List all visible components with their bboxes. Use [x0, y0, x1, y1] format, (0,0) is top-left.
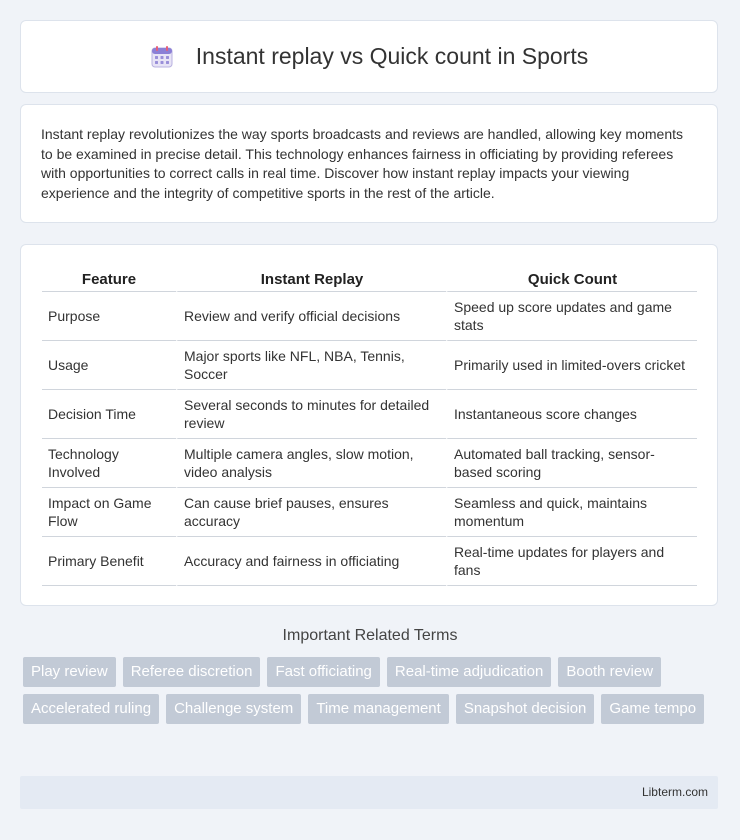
table-row	[42, 537, 697, 586]
table-cell: Review and verify official decisions	[176, 292, 446, 341]
table-cell: Can cause brief pauses, ensures accuracy	[176, 488, 446, 537]
calendar-icon	[150, 45, 174, 69]
footer	[20, 776, 718, 809]
header-quick-count: Quick Count	[446, 267, 697, 292]
table-cell: Impact on Game Flow	[42, 488, 176, 537]
table-row	[42, 390, 697, 439]
table-row	[42, 439, 697, 488]
tag-time-management[interactable]: Time management	[308, 694, 449, 724]
table-cell: Accuracy and fairness in officiating	[176, 537, 446, 586]
intro-card	[20, 104, 718, 223]
comparison-table	[42, 267, 697, 586]
table-cell: Multiple camera angles, slow motion, video analysis	[176, 439, 446, 488]
table-row	[42, 488, 697, 537]
table-cell: Technology Involved	[42, 439, 176, 488]
header-feature: Feature	[42, 267, 176, 292]
tag-challenge-system[interactable]: Challenge system	[166, 694, 301, 724]
tag-referee-discretion[interactable]: Referee discretion	[123, 657, 261, 687]
table-cell: Primary Benefit	[42, 537, 176, 586]
page-title: Instant replay vs Quick count in Sports	[195, 43, 589, 69]
table-header-row	[42, 267, 697, 292]
table-row	[42, 292, 697, 341]
tag-accelerated-ruling[interactable]: Accelerated ruling	[23, 694, 159, 724]
table-cell: Seamless and quick, maintains momentum	[446, 488, 697, 537]
header-instant-replay: Instant Replay	[176, 267, 446, 292]
table-cell: Automated ball tracking, sensor-based scoring	[446, 439, 697, 488]
table-cell: Primarily used in limited-overs cricket	[446, 341, 697, 390]
related-terms-list	[23, 657, 723, 724]
tag-real-time-adjudication[interactable]: Real-time adjudication	[387, 657, 551, 687]
table-cell: Major sports like NFL, NBA, Tennis, Soccer	[176, 341, 446, 390]
table-cell: Instantaneous score changes	[446, 390, 697, 439]
footer-site-link[interactable]: Libterm.com	[641, 785, 708, 799]
tag-game-tempo[interactable]: Game tempo	[601, 694, 704, 724]
table-cell: Purpose	[42, 292, 176, 341]
intro-text: Instant replay revolutionizes the way sports broadcasts and reviews are handled, allowing key moments to be examined in precise detail. This technology enhances fairness in officiating by providing referees with opportunities to correct calls in real time. Discover how instant replay impacts your viewing experience and the integrity of competitive sports in the rest of the article.	[41, 126, 683, 201]
tag-booth-review[interactable]: Booth review	[558, 657, 661, 687]
table-cell: Decision Time	[42, 390, 176, 439]
table-cell: Speed up score updates and game stats	[446, 292, 697, 341]
table-cell: Real-time updates for players and fans	[446, 537, 697, 586]
table-row	[42, 341, 697, 390]
comparison-card	[20, 244, 718, 606]
related-terms-title: Important Related Terms	[282, 627, 458, 644]
table-cell: Usage	[42, 341, 176, 390]
header-card	[20, 20, 718, 93]
tag-fast-officiating[interactable]: Fast officiating	[267, 657, 379, 687]
table-cell: Several seconds to minutes for detailed review	[176, 390, 446, 439]
tag-snapshot-decision[interactable]: Snapshot decision	[456, 694, 595, 724]
tag-play-review[interactable]: Play review	[23, 657, 116, 687]
